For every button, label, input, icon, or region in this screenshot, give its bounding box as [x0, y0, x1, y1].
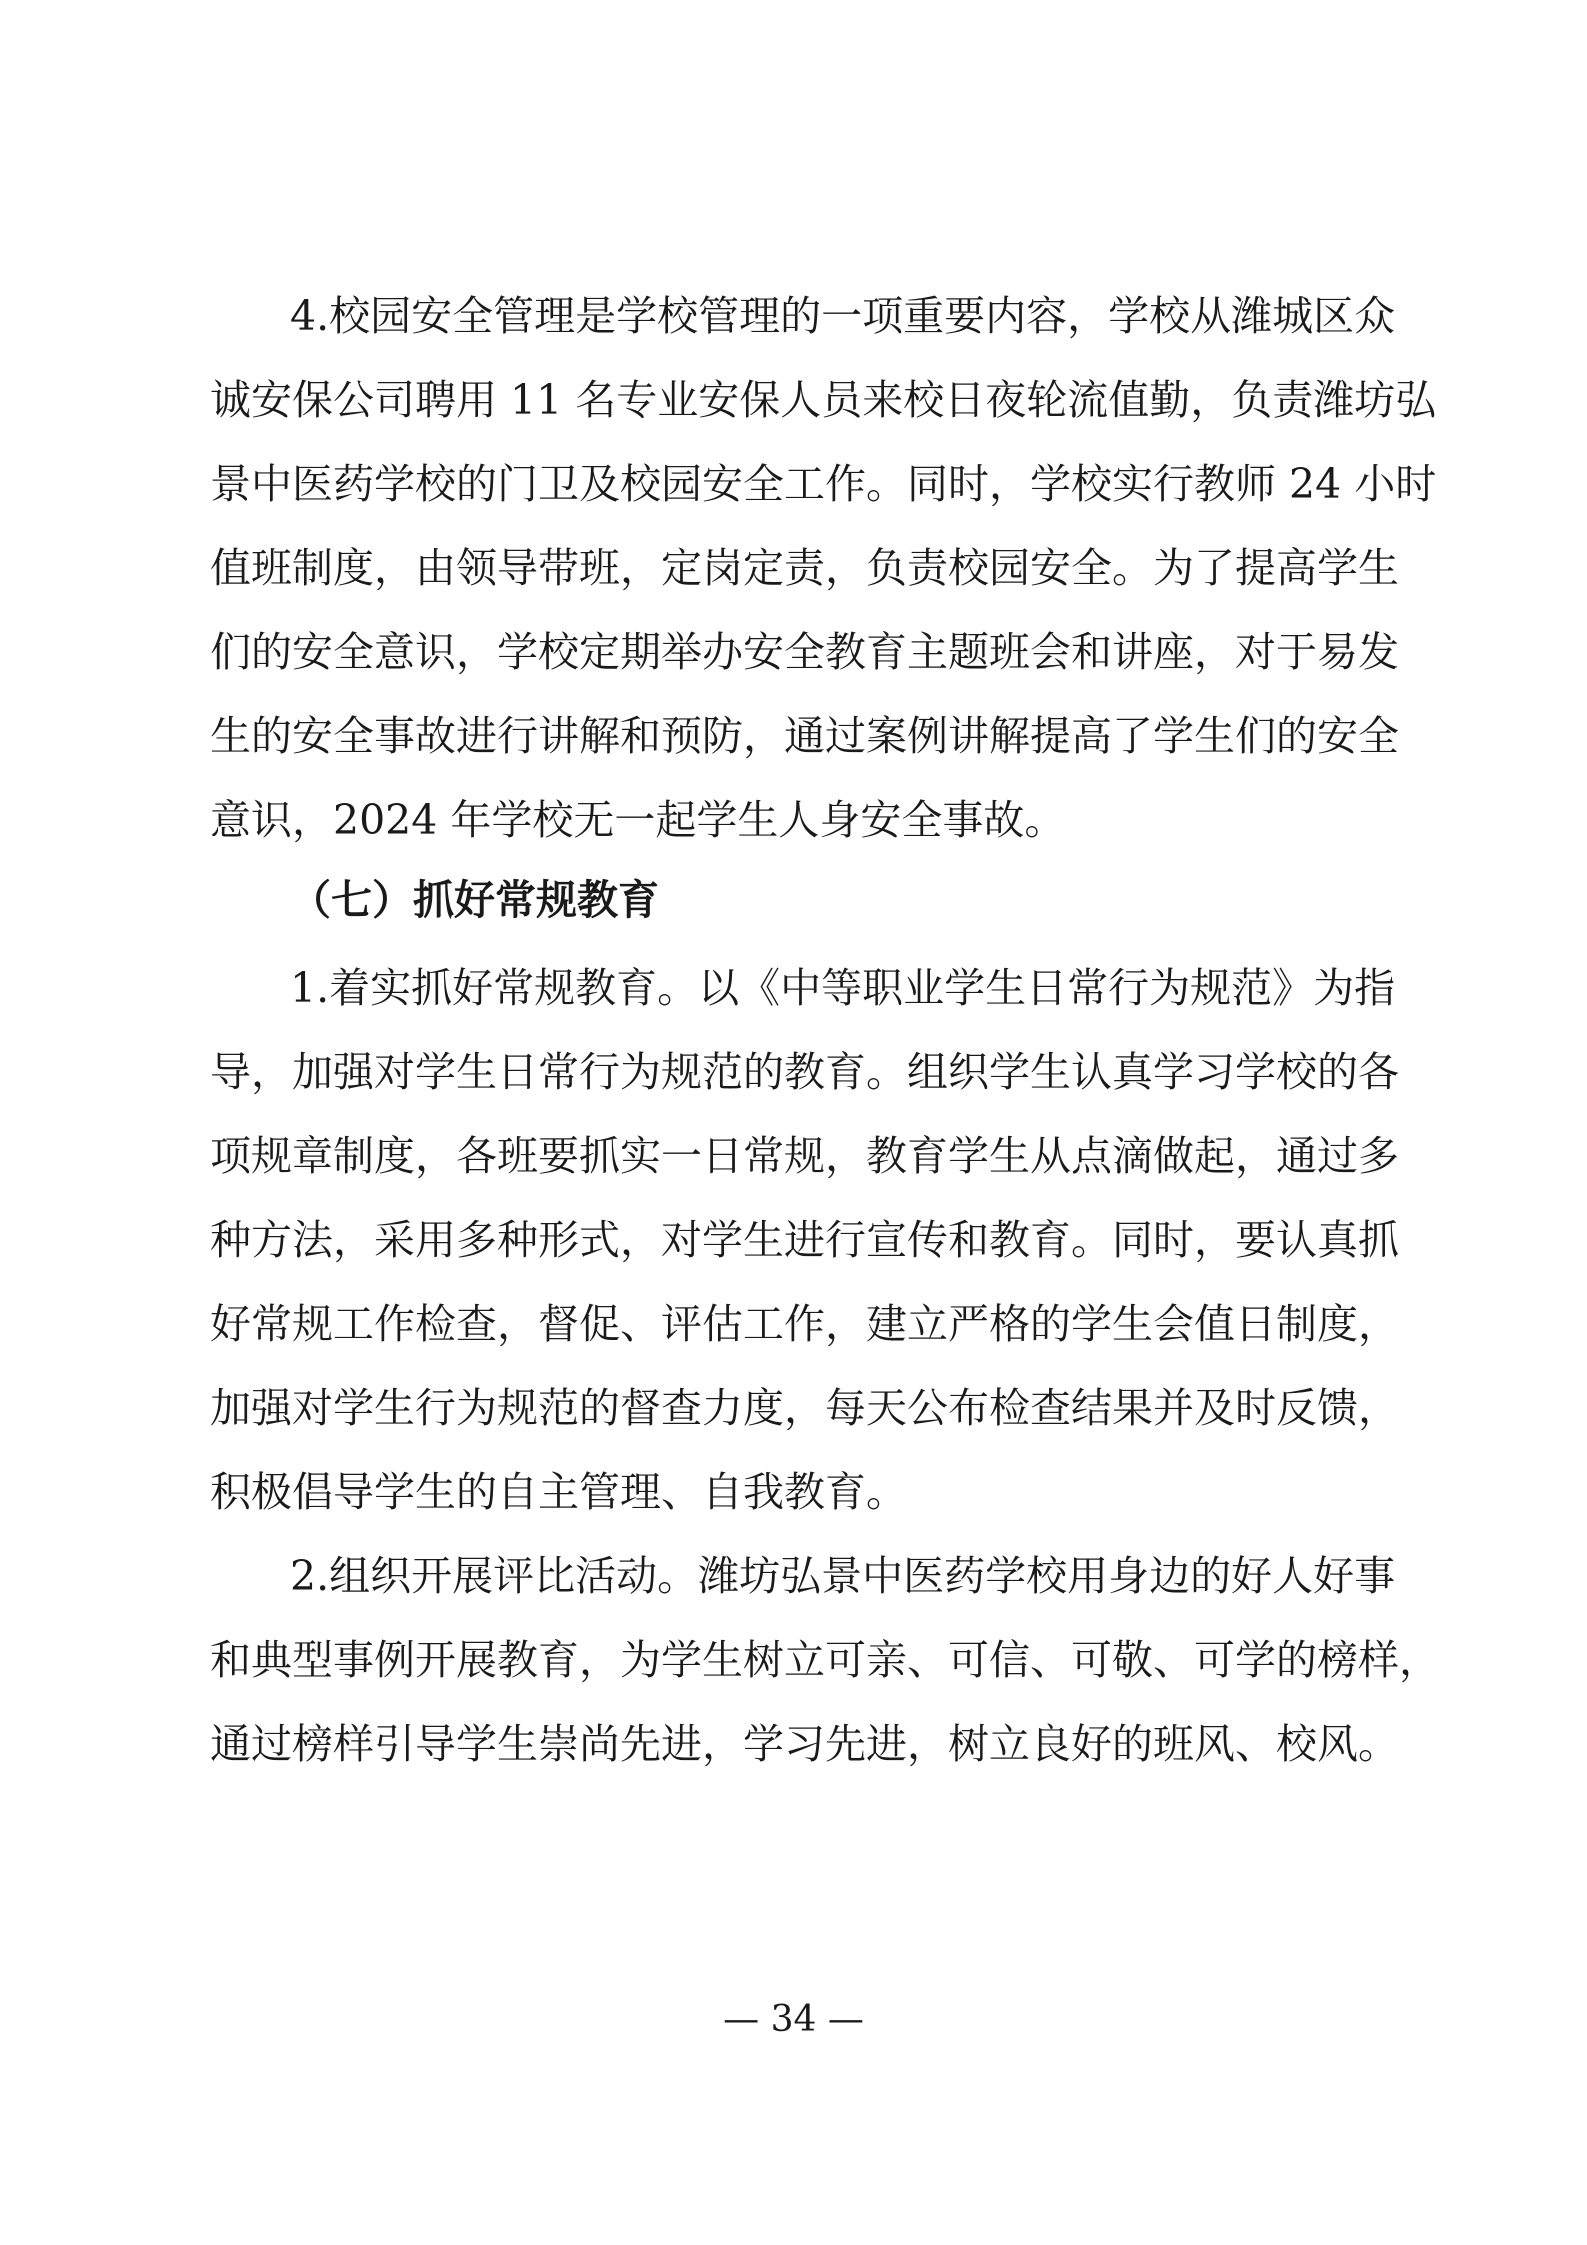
paragraph-1-line-4: 值班制度，由领导带班，定岗定责，负责校园安全。为了提高学生 — [210, 544, 1399, 592]
paragraph-2-line-3: 项规章制度，各班要抓实一日常规，教育学生从点滴做起，通过多 — [210, 1132, 1399, 1180]
paragraph-3-line-1: 2.组织开展评比活动。潍坊弘景中医药学校用身边的好人好事 — [290, 1552, 1396, 1600]
paragraph-2-line-6: 加强对学生行为规范的督查力度，每天公布检查结果并及时反馈， — [210, 1384, 1399, 1432]
page-number: — 34 — — [723, 1999, 864, 2040]
paragraph-1-line-2: 诚安保公司聘用 11 名专业安保人员来校日夜轮流值勤，负责潍坊弘 — [210, 376, 1437, 424]
paragraph-3-line-3: 通过榜样引导学生崇尚先进，学习先进，树立良好的班风、校风。 — [210, 1720, 1399, 1768]
section-heading: （七）抓好常规教育 — [290, 876, 659, 924]
paragraph-1-line-5: 们的安全意识，学校定期举办安全教育主题班会和讲座，对于易发 — [210, 628, 1399, 676]
paragraph-3-line-2: 和典型事例开展教育，为学生树立可亲、可信、可敬、可学的榜样， — [210, 1636, 1440, 1684]
paragraph-1-line-7: 意识，2024 年学校无一起学生人身安全事故。 — [210, 796, 1066, 844]
paragraph-2-line-1: 1.着实抓好常规教育。以《中等职业学生日常行为规范》为指 — [290, 964, 1396, 1012]
paragraph-2-line-4: 种方法，采用多种形式，对学生进行宣传和教育。同时，要认真抓 — [210, 1216, 1399, 1264]
paragraph-1-line-6: 生的安全事故进行讲解和预防，通过案例讲解提高了学生们的安全 — [210, 712, 1399, 760]
paragraph-2-line-7: 积极倡导学生的自主管理、自我教育。 — [210, 1468, 907, 1516]
paragraph-2-line-5: 好常规工作检查，督促、评估工作，建立严格的学生会值日制度， — [210, 1300, 1399, 1348]
paragraph-1-line-1: 4.校园安全管理是学校管理的一项重要内容，学校从潍城区众 — [290, 292, 1396, 340]
paragraph-1-line-3: 景中医药学校的门卫及校园安全工作。同时，学校实行教师 24 小时 — [210, 460, 1437, 508]
paragraph-2-line-2: 导，加强对学生日常行为规范的教育。组织学生认真学习学校的各 — [210, 1048, 1399, 1096]
